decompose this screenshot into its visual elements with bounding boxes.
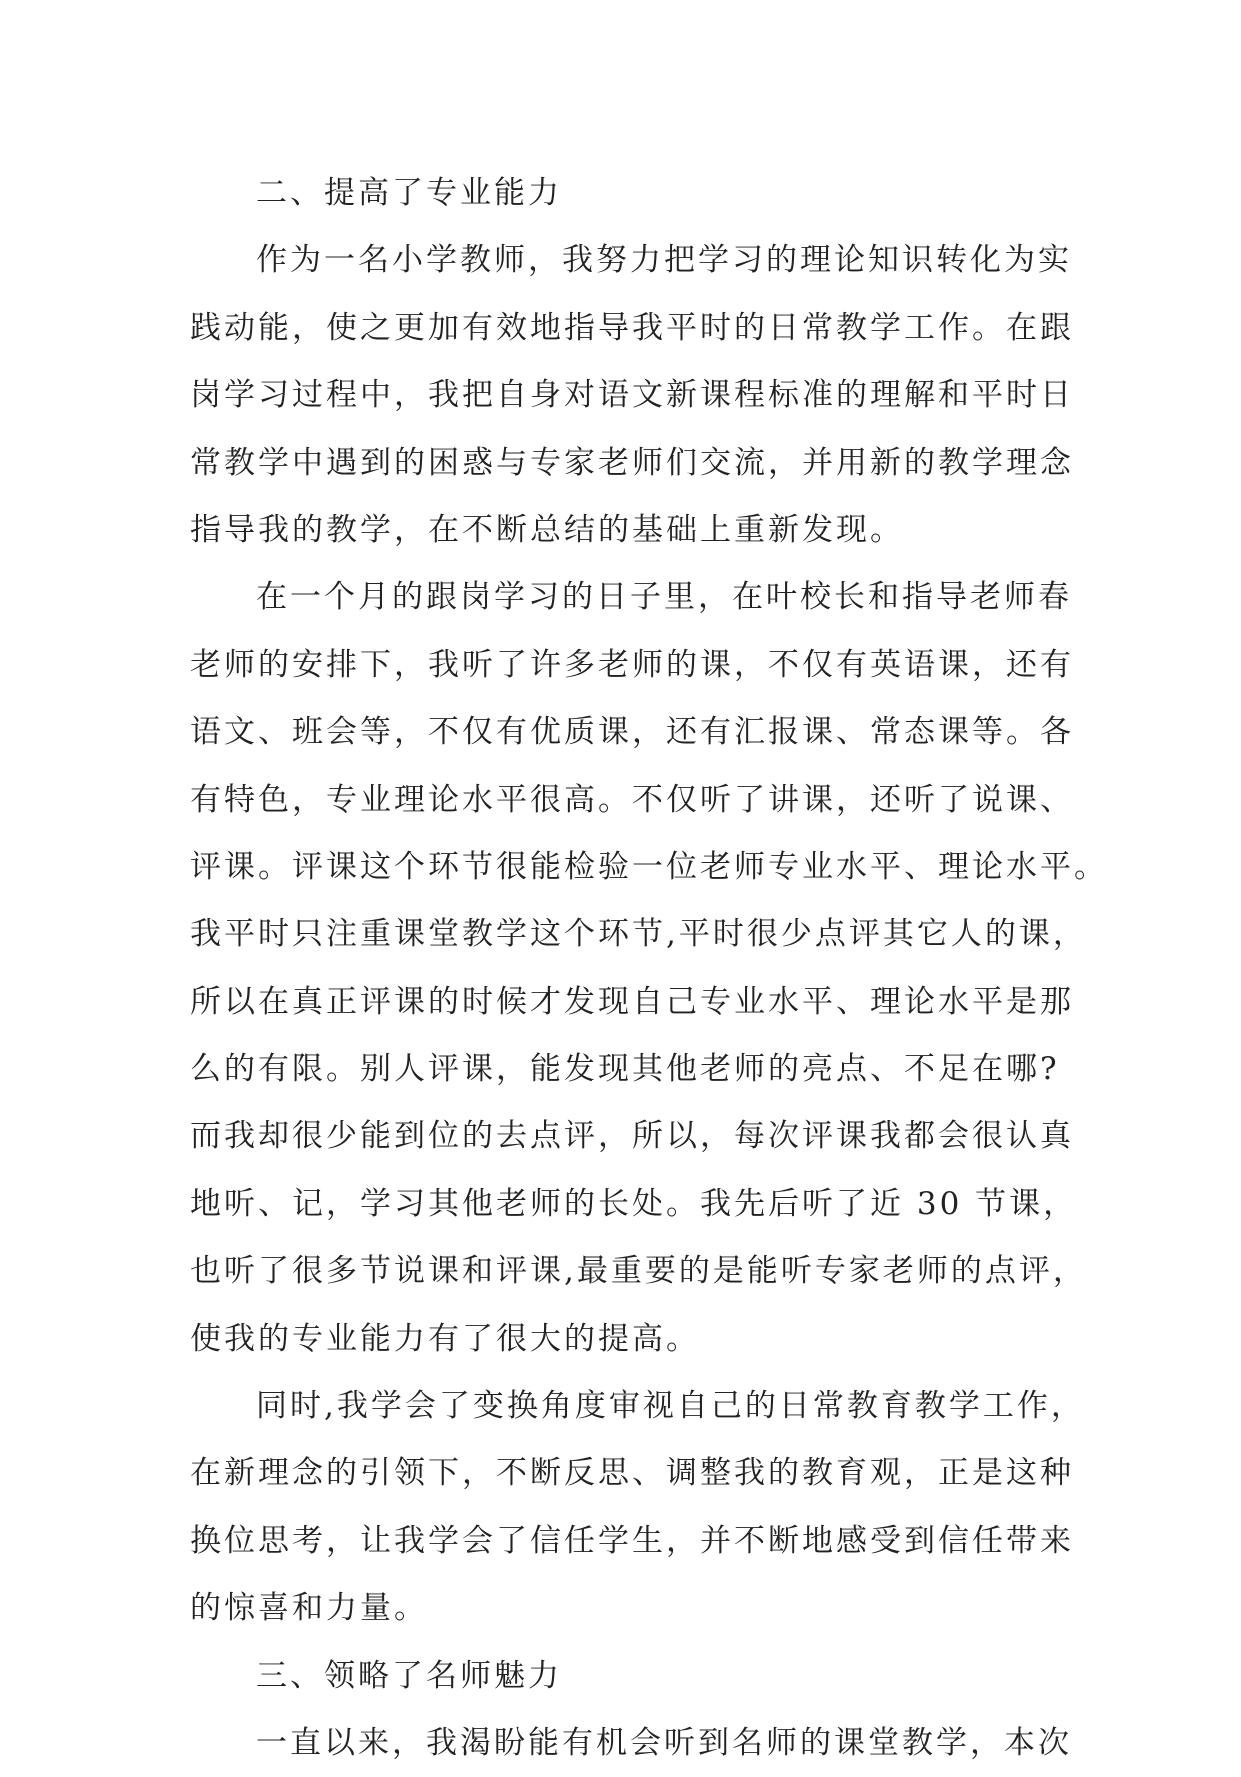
text-line: 常教学中遇到的困惑与专家老师们交流，并用新的教学理念 [190,444,1074,481]
text-line: 岗学习过程中，我把自身对语文新课程标准的理解和平时日 [190,377,1074,414]
text-line: 三、领略了名师魅力 [256,1657,562,1694]
text-line: 而我却很少能到位的去点评，所以，每次评课我都会很认真 [190,1118,1074,1155]
text-line: 也听了很多节说课和评课,最重要的是能听专家老师的点评， [190,1253,1087,1290]
text-line: 一直以来，我渴盼能有机会听到名师的课堂教学，本次 [256,1724,1072,1761]
text-line: 换位思考，让我学会了信任学生，并不断地感受到信任带来 [190,1522,1074,1559]
text-line: 作为一名小学教师，我努力把学习的理论知识转化为实 [256,242,1072,279]
text-line: 践动能，使之更加有效地指导我平时的日常教学工作。在跟 [190,309,1074,346]
text-line: 我平时只注重课堂教学这个环节,平时很少点评其它人的课， [190,916,1087,953]
text-line: 二、提高了专业能力 [256,175,562,211]
text-line: 使我的专业能力有了很大的提高。 [190,1320,700,1357]
text-line: 的惊喜和力量。 [190,1590,428,1627]
text-line: 所以在真正评课的时候才发现自己专业水平、理论水平是那 [190,983,1074,1020]
text-line: 指导我的教学，在不断总结的基础上重新发现。 [190,511,904,548]
text-line: 地听、记，学习其他老师的长处。我先后听了近 30 节课， [190,1185,1078,1222]
text-line: 在新理念的引领下，不断反思、调整我的教育观，正是这种 [190,1455,1074,1492]
text-line: 在一个月的跟岗学习的日子里，在叶校长和指导老师春 [256,579,1072,616]
text-line: 有特色，专业理论水平很高。不仅听了讲课，还听了说课、 [190,781,1074,818]
text-line: 语文、班会等，不仅有优质课，还有汇报课、常态课等。各 [190,714,1074,751]
text-line: 么的有限。别人评课，能发现其他老师的亮点、不足在哪? [190,1051,1060,1088]
text-line: 老师的安排下，我听了许多老师的课，不仅有英语课，还有 [190,646,1074,683]
text-line: 评课。评课这个环节很能检验一位老师专业水平、理论水平。 [190,848,1108,885]
text-line: 同时,我学会了变换角度审视自己的日常教育教学工作， [256,1388,1085,1425]
document-body [190,160,1108,1777]
